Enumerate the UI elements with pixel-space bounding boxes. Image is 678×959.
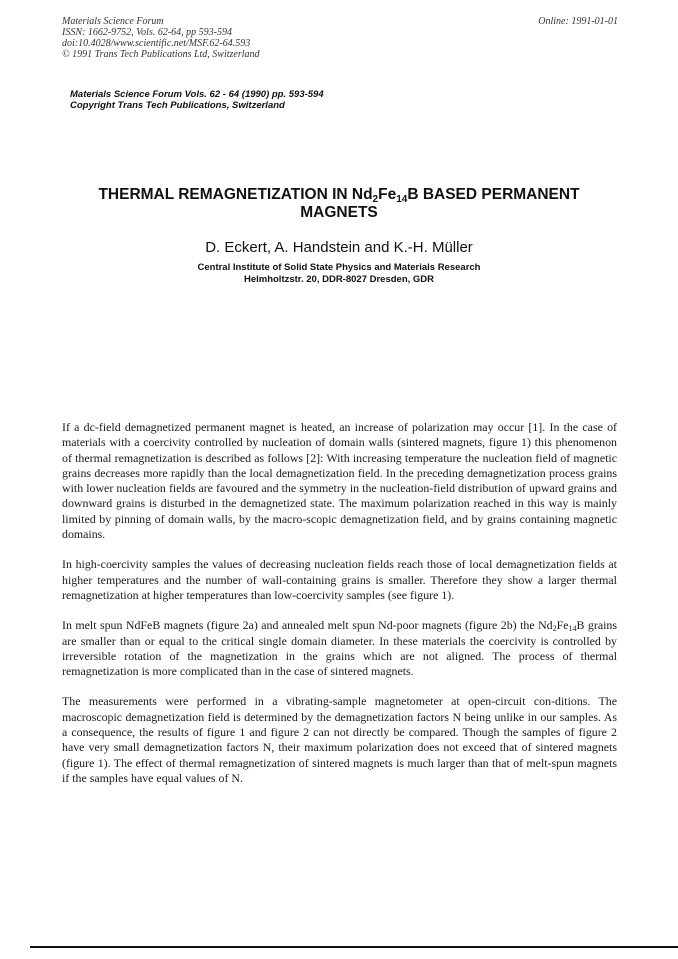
- citation-volume: Materials Science Forum Vols. 62 - 64 (1990) pp. 593-594: [70, 89, 324, 100]
- copyright-line: © 1991 Trans Tech Publications Ltd, Switzerland: [62, 49, 260, 60]
- paragraph-3: [62, 618, 617, 679]
- doi-line: doi:10.4028/www.scientific.net/MSF.62-64.593: [62, 38, 251, 49]
- title-sub-1: 2: [372, 194, 379, 205]
- paragraph-3-part-a: In melt spun NdFeB magnets (figure 2a) and annealed melt spun Nd-poor magnets (figure 2b) the Nd: [62, 618, 553, 633]
- affiliation: [60, 262, 618, 286]
- page-bottom-rule: [30, 946, 678, 948]
- paragraph-4: The measurements were performed in a vibrating-sample magnetometer at open-circuit con-ditions. The macroscopic demagnetization field is determined by the demagnetization factors N being unlike in our samples. As a consequence, the results of figure 1 and figure 2 can not directly be compared. Though the samples of figure 2 have very small demagnetization factors N, their maximum polarization does not exceed that of sintered magnets (figure 1). The effect of thermal remagnetization of sintered magnets is much larger than that of melt-spun magnets if the samples have equal values of N.: [62, 694, 617, 785]
- paragraph-3-sub-2: 14: [568, 624, 577, 634]
- paragraph-1: If a dc-field demagnetized permanent magnet is heated, an increase of polarization may occur [1]. In the case of materials with a coercivity controlled by nucleation of domain walls (sintered magnets, figure 1) this phenomenon of thermal remagnetization is described as follows [2]: With increasing temperature the nucleation field of magnetic grains decreases more rapidly than the local demagnetization field. In the preceding demagnetization process grains with lower nucleation fields are favoured and the symmetry in the nucleation-field distribution of upward grains and downward grains is disturbed in the demagnetized state. The maximum polarization reached in this way is mainly limited by pinning of domain walls, by the macro-scopic demagnetization field, and by grains containing magnetic domains.: [62, 420, 617, 542]
- affiliation-address: Helmholtzstr. 20, DDR-8027 Dresden, GDR: [243, 274, 435, 285]
- issn-line: ISSN: 1662-9752, Vols. 62-64, pp 593-594: [62, 27, 232, 38]
- paper-title: [60, 186, 618, 222]
- paragraph-2: In high-coercivity samples the values of decreasing nucleation fields reach those of local demagnetization fields at higher temperatures and the number of wall-containing grains is smaller. Therefore they show a larger thermal remagnetization at higher temperatures than low-coercivity samples (see figure 1).: [62, 557, 617, 602]
- paragraph-3-part-b: Fe: [556, 618, 569, 633]
- journal-name: Materials Science Forum: [62, 16, 164, 27]
- paragraph-3-part-c: B grains are smaller than or equal to the critical single domain diameter. In these materials the coercivity is controlled by irreversible rotation of the magnetization in the grains which are not aligned. The process of thermal remagnetization is more complicated than in the case of sintered magnets.: [62, 618, 617, 679]
- journal-citation: [70, 89, 470, 111]
- author-list: D. Eckert, A. Handstein and K.-H. Müller: [205, 239, 473, 256]
- citation-copyright: Copyright Trans Tech Publications, Switzerland: [70, 100, 285, 111]
- body-text: [62, 420, 617, 801]
- affiliation-institute: Central Institute of Solid State Physics and Materials Research: [197, 262, 481, 273]
- title-part-3: B BASED PERMANENT MAGNETS: [300, 186, 580, 221]
- paragraph-3-sub-1: 2: [552, 624, 557, 634]
- title-part-2: Fe: [378, 186, 397, 203]
- online-date: Online: 1991-01-01: [538, 16, 618, 27]
- title-sub-2: 14: [396, 194, 408, 205]
- title-part-1: THERMAL REMAGNETIZATION IN Nd: [98, 186, 373, 203]
